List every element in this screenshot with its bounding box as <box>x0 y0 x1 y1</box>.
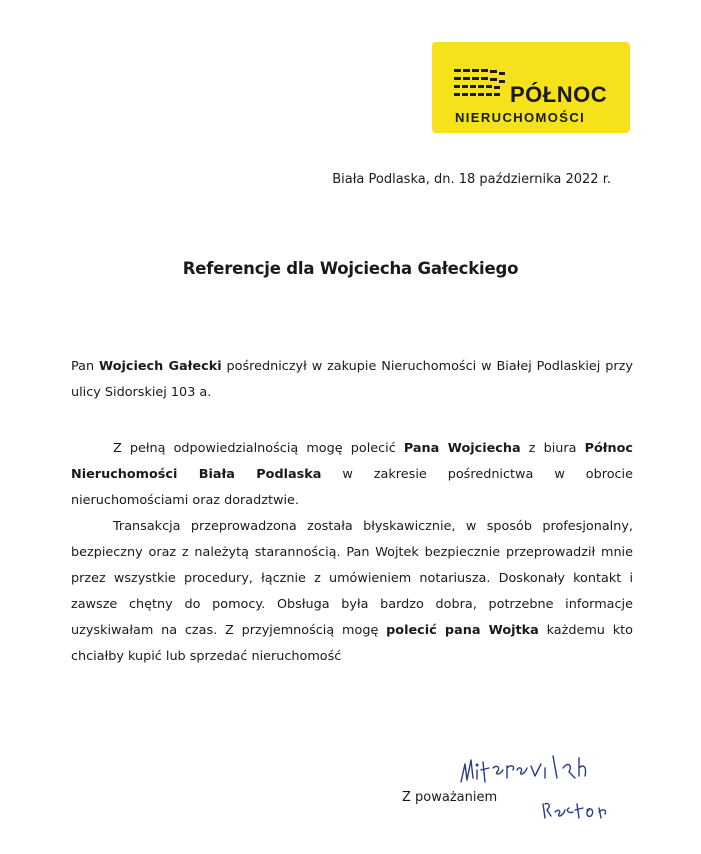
text-segment: pośredniczył w zakupie Nieruchomości w Białej Podlaskiej przy ulicy Sidorskiej 103 a. <box>71 359 633 400</box>
agent-name: Wojciech Gałecki <box>99 359 222 374</box>
recommend-phrase: polecić pana Wojtka <box>386 623 539 638</box>
office-name: Północ Nieruchomości Biała Podlaska <box>71 441 634 482</box>
company-logo <box>432 42 630 133</box>
paragraph-transaction <box>71 514 633 670</box>
date-line: Biała Podlaska, dn. 18 października 2022 r. <box>332 172 611 187</box>
handwritten-signature <box>455 752 625 824</box>
text-segment: z biura <box>520 441 585 456</box>
building-mark-icon <box>454 69 510 109</box>
paragraph-purchase <box>71 354 633 406</box>
text-segment: każdemu kto chciałby kupić lub sprzedać nieruchomość <box>71 623 633 664</box>
text-segment: Z pełną odpowiedzialnością mogę polecić <box>113 441 404 456</box>
text-segment: Pan <box>71 359 100 374</box>
paragraph-recommendation <box>71 436 633 514</box>
text-segment: Transakcja przeprowadzona została błyskawicznie, w sposób profesjonalny, bezpieczny oraz z należytą starannością. Pan Wojtek bezpiecznie przeprowadził mnie przez wszystkie procedury, łącznie z umówieniem notariusza. Doskonały kontakt i zawsze chętny do pomocy. Obsługa była bardzo dobra, potrzebne informacje uzyskiwałam na czas. Z przyjemnością mogę <box>71 519 633 638</box>
agent-name-formal: Pana Wojciecha <box>403 441 521 456</box>
document-title: Referencje dla Wojciecha Gałeckiego <box>182 259 519 278</box>
logo-text-polnoc: PÓŁNOC <box>510 82 608 107</box>
logo-text-nieruchomosci: NIERUCHOMOŚCI <box>455 110 586 125</box>
closing-regards: Z poważaniem <box>402 790 498 805</box>
text-segment: w zakresie pośrednictwa w obrocie nieruchomościami oraz doradztwie. <box>71 467 633 508</box>
